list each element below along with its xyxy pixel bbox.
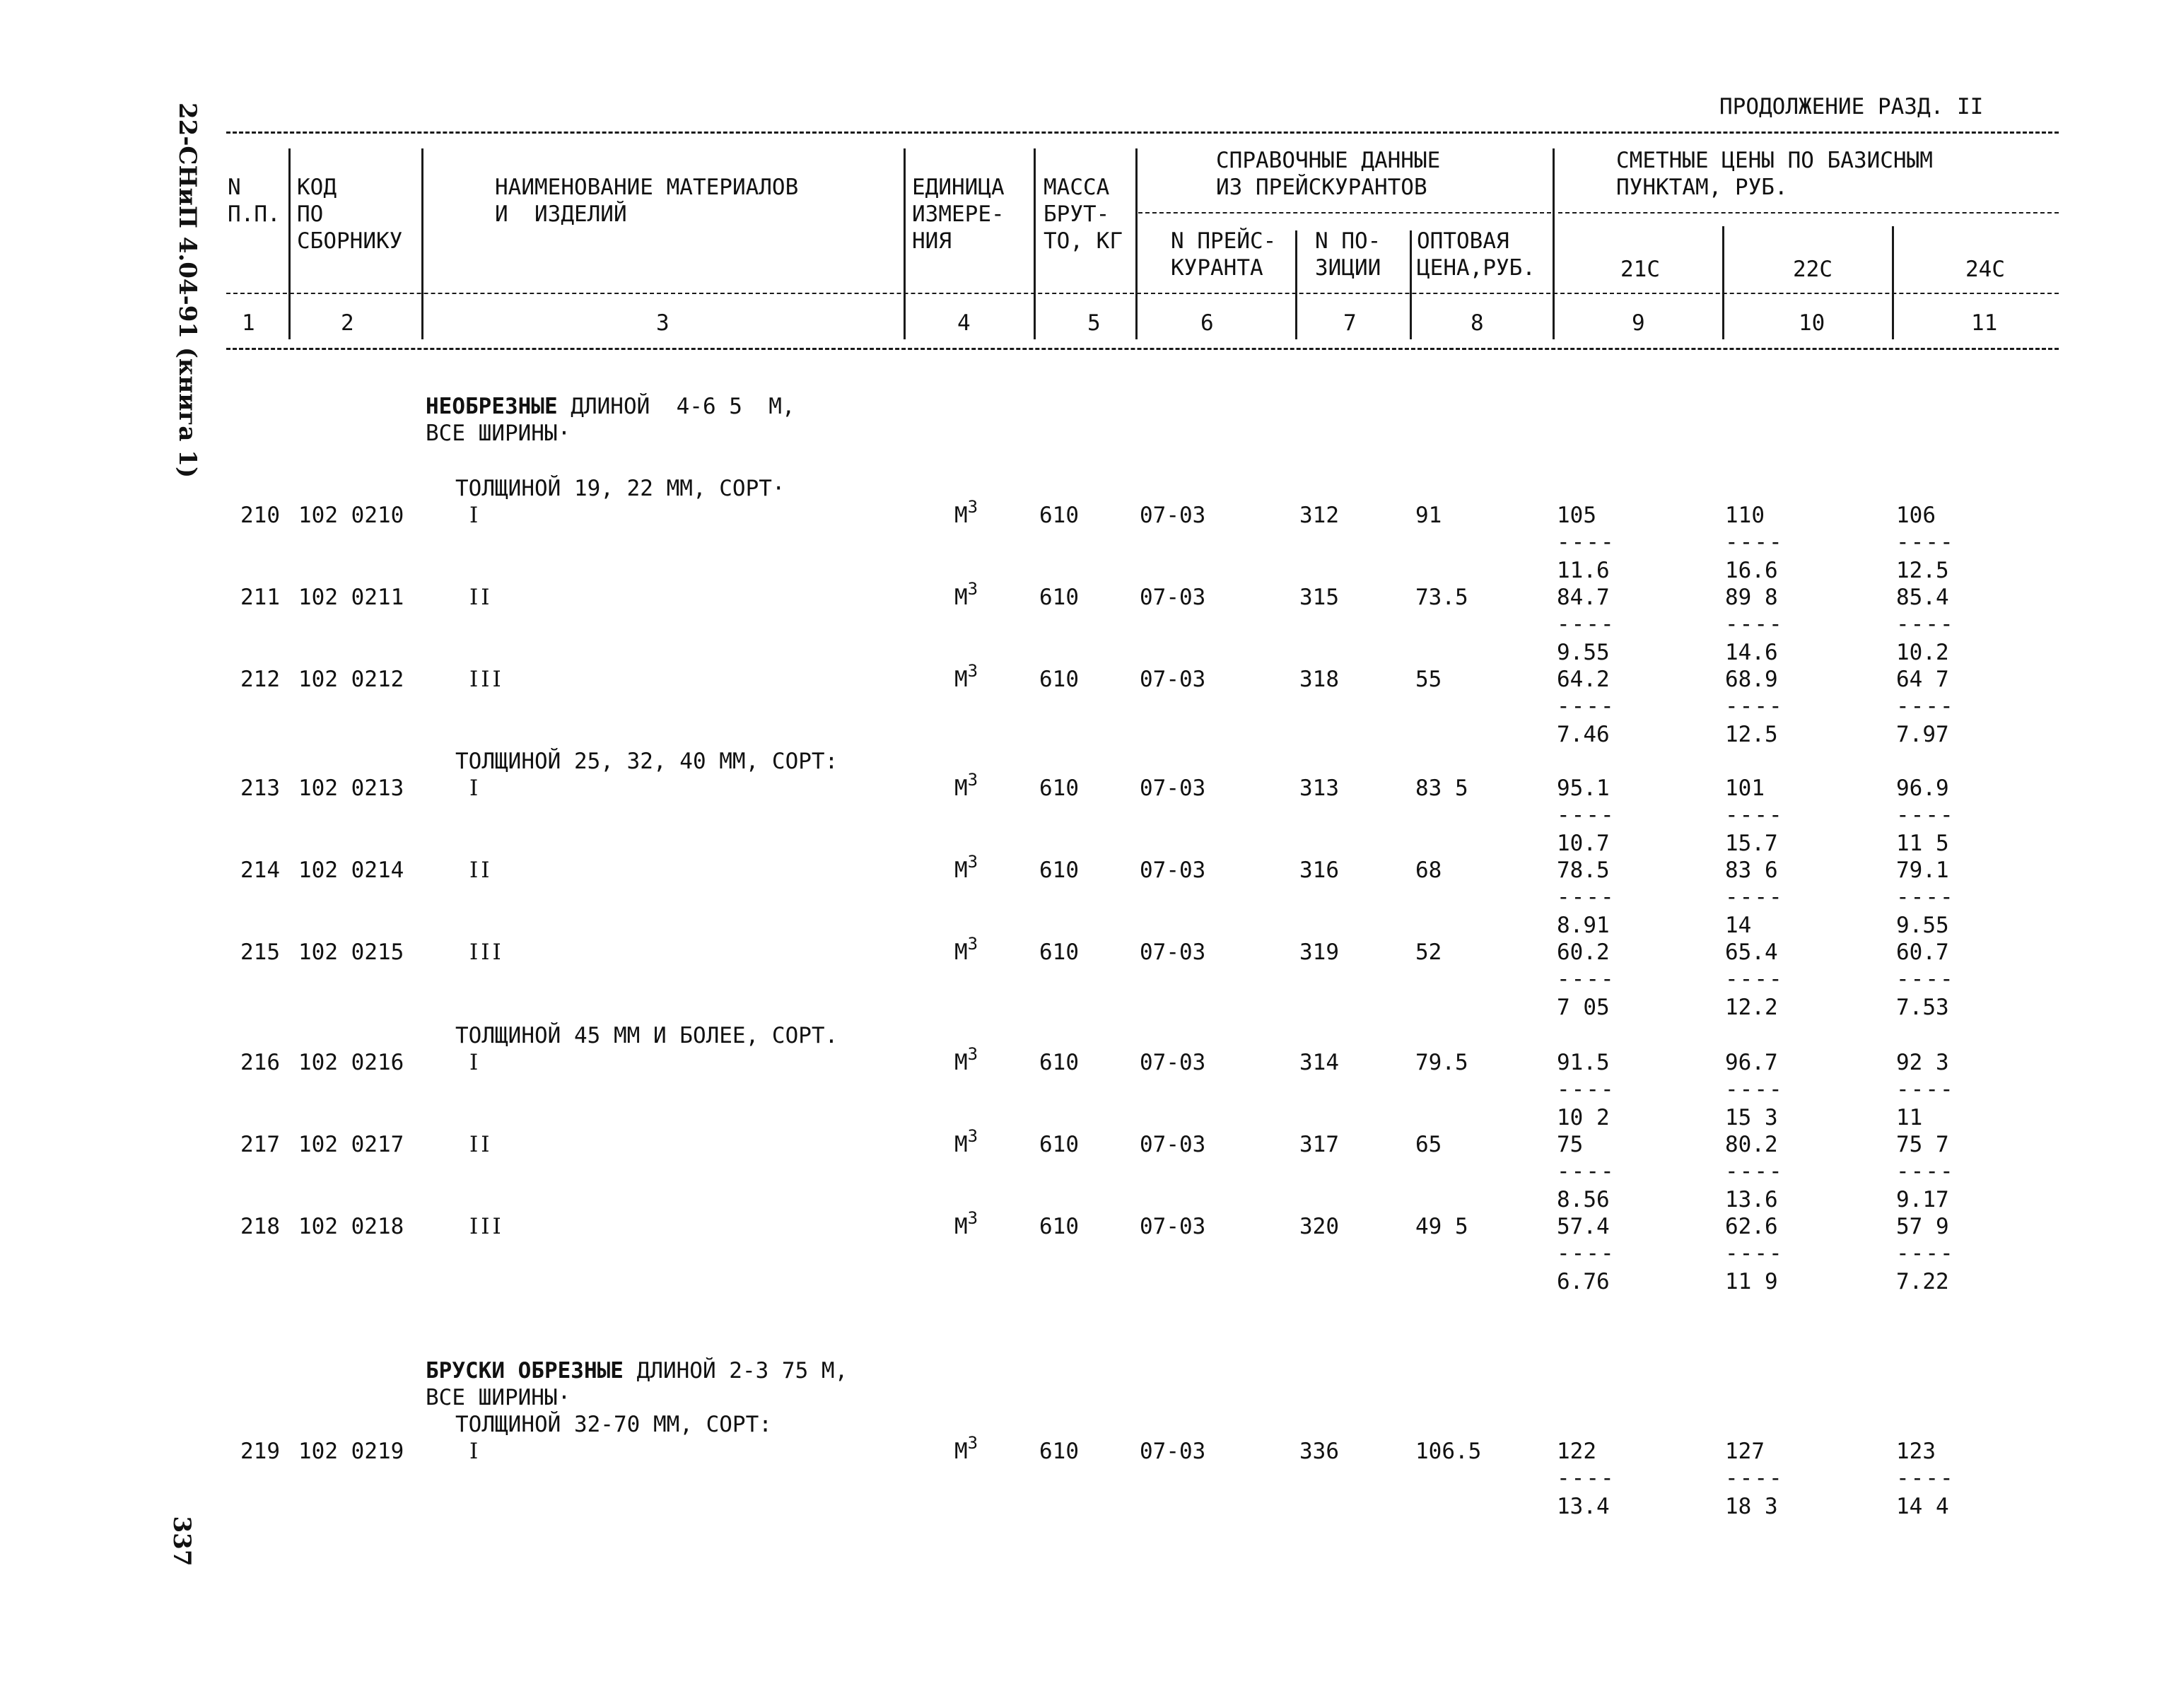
col9-fraction-line: ---- bbox=[1557, 1077, 1615, 1102]
col10-transport: 16.6 bbox=[1725, 558, 1778, 583]
col9-price: 60.2 bbox=[1557, 940, 1610, 965]
col9-price: 91.5 bbox=[1557, 1050, 1610, 1075]
row-mass: 610 bbox=[1039, 1439, 1079, 1464]
row-unit bbox=[954, 1433, 978, 1464]
col-separator bbox=[1892, 226, 1894, 339]
col10-price: 65.4 bbox=[1725, 940, 1778, 965]
row-number: 214 bbox=[240, 858, 280, 883]
section-title-bold: НЕОБРЕЗНЫЕ bbox=[426, 394, 558, 419]
subhead: ТОЛЩИНОЙ 32-70 ММ, СОРТ: bbox=[455, 1412, 772, 1437]
col-number-5: 5 bbox=[1087, 310, 1101, 336]
row-mass: 610 bbox=[1039, 585, 1079, 610]
row-price-list: 07-03 bbox=[1140, 858, 1206, 883]
col11-transport: 7.53 bbox=[1896, 995, 1949, 1020]
row-code: 102 0216 bbox=[298, 1050, 404, 1075]
col11-transport: 12.5 bbox=[1896, 558, 1949, 583]
col-number-7: 7 bbox=[1343, 310, 1357, 336]
row-number: 211 bbox=[240, 585, 280, 610]
unit-sup: 3 bbox=[967, 1126, 978, 1146]
col11-fraction-line: ---- bbox=[1896, 1159, 1955, 1184]
unit-sup: 3 bbox=[967, 770, 978, 790]
col10-transport: 12.2 bbox=[1725, 995, 1778, 1020]
row-wholesale-price: 73.5 bbox=[1415, 585, 1468, 610]
row-unit bbox=[954, 1126, 978, 1157]
col9-fraction-line: ---- bbox=[1557, 1159, 1615, 1184]
row-position: 315 bbox=[1299, 585, 1339, 610]
col2-header-line1: КОД bbox=[297, 175, 337, 200]
row-position: 319 bbox=[1299, 940, 1339, 965]
col8-header-line2: ЦЕНА,РУБ. bbox=[1417, 255, 1536, 281]
col9-price: 78.5 bbox=[1557, 858, 1610, 883]
col-separator bbox=[1410, 230, 1412, 339]
row-position: 317 bbox=[1299, 1132, 1339, 1157]
row-number: 212 bbox=[240, 667, 280, 692]
col-number-1: 1 bbox=[242, 310, 255, 336]
col-number-6: 6 bbox=[1200, 310, 1214, 336]
subhead: ТОЛЩИНОЙ 45 ММ И БОЛЕЕ, СОРТ. bbox=[455, 1023, 838, 1048]
col-number-4: 4 bbox=[957, 310, 971, 336]
col10-transport: 11 9 bbox=[1725, 1269, 1778, 1294]
unit-base: М bbox=[954, 1439, 968, 1464]
col10-fraction-line: ---- bbox=[1725, 1241, 1784, 1266]
col1-header-line2: П.П. bbox=[228, 201, 281, 227]
ref-group-header-line2: ИЗ ПРЕЙСКУРАНТОВ bbox=[1216, 175, 1427, 200]
col-separator bbox=[1034, 148, 1036, 339]
col-number-2: 2 bbox=[341, 310, 354, 336]
row-code: 102 0218 bbox=[298, 1214, 404, 1239]
price-group-header-line2: ПУНКТАМ, РУБ. bbox=[1616, 175, 1788, 200]
col9-fraction-line: ---- bbox=[1557, 966, 1615, 992]
unit-sup: 3 bbox=[967, 579, 978, 599]
unit-base: М bbox=[954, 776, 968, 801]
col11-transport: 11 bbox=[1896, 1105, 1923, 1130]
row-unit bbox=[954, 497, 978, 528]
row-unit bbox=[954, 770, 978, 801]
col-separator bbox=[1553, 148, 1555, 339]
row-price-list: 07-03 bbox=[1140, 940, 1206, 965]
col9-transport: 8.56 bbox=[1557, 1187, 1610, 1212]
unit-base: М bbox=[954, 667, 968, 692]
row-unit bbox=[954, 1208, 978, 1239]
row-price-list: 07-03 bbox=[1140, 1050, 1206, 1075]
col11-fraction-line: ---- bbox=[1896, 1466, 1955, 1491]
price-group-rule bbox=[1558, 212, 2059, 214]
section-title-bold: БРУСКИ ОБРЕЗНЫЕ bbox=[426, 1358, 624, 1384]
col-number-3: 3 bbox=[656, 310, 670, 336]
page-number: 337 bbox=[168, 1516, 196, 1567]
col10-transport: 18 3 bbox=[1725, 1494, 1778, 1519]
col3-header-line1: НАИМЕНОВАНИЕ МАТЕРИАЛОВ bbox=[495, 175, 799, 200]
ref-group-header-line1: СПРАВОЧНЫЕ ДАННЫЕ bbox=[1216, 148, 1441, 173]
row-number: 218 bbox=[240, 1214, 280, 1239]
row-number: 210 bbox=[240, 503, 280, 528]
col9-transport: 7.46 bbox=[1557, 722, 1610, 747]
row-unit bbox=[954, 852, 978, 883]
col5-header-line3: ТО, КГ bbox=[1044, 228, 1123, 254]
section-title-rest: ДЛИНОЙ 4-6 5 М, bbox=[557, 394, 795, 419]
header-bottom-rule bbox=[226, 348, 2059, 350]
unit-sup: 3 bbox=[967, 1208, 978, 1228]
unit-base: М bbox=[954, 1132, 968, 1157]
col11-price: 85.4 bbox=[1896, 585, 1949, 610]
row-number: 216 bbox=[240, 1050, 280, 1075]
col9-transport: 6.76 bbox=[1557, 1269, 1610, 1294]
col10-price: 96.7 bbox=[1725, 1050, 1778, 1075]
subhead: ТОЛЩИНОЙ 25, 32, 40 ММ, СОРТ: bbox=[455, 749, 838, 774]
col9-fraction-line: ---- bbox=[1557, 694, 1615, 719]
col11-fraction-line: ---- bbox=[1896, 884, 1955, 910]
col10-price: 83 6 bbox=[1725, 858, 1778, 883]
row-grade: III bbox=[469, 667, 504, 692]
row-price-list: 07-03 bbox=[1140, 1439, 1206, 1464]
header-top-rule bbox=[226, 131, 2059, 134]
row-mass: 610 bbox=[1039, 1050, 1079, 1075]
col10-transport: 13.6 bbox=[1725, 1187, 1778, 1212]
row-mass: 610 bbox=[1039, 940, 1079, 965]
col11-price: 92 3 bbox=[1896, 1050, 1949, 1075]
row-grade: II bbox=[469, 585, 493, 610]
row-wholesale-price: 68 bbox=[1415, 858, 1442, 883]
col10-fraction-line: ---- bbox=[1725, 530, 1784, 555]
row-unit bbox=[954, 579, 978, 610]
row-code: 102 0211 bbox=[298, 585, 404, 610]
col11-fraction-line: ---- bbox=[1896, 612, 1955, 637]
unit-base: М bbox=[954, 1050, 968, 1075]
row-code: 102 0215 bbox=[298, 940, 404, 965]
unit-sup: 3 bbox=[967, 852, 978, 872]
row-grade: I bbox=[469, 503, 481, 528]
col11-transport: 7.22 bbox=[1896, 1269, 1949, 1294]
col10-fraction-line: ---- bbox=[1725, 1466, 1784, 1491]
col4-header-line2: ИЗМЕРЕ- bbox=[912, 201, 1005, 227]
col11-transport: 14 4 bbox=[1896, 1494, 1949, 1519]
col9-price: 122 bbox=[1557, 1439, 1596, 1464]
row-wholesale-price: 52 bbox=[1415, 940, 1442, 965]
col10-fraction-line: ---- bbox=[1725, 966, 1784, 992]
row-wholesale-price: 55 bbox=[1415, 667, 1442, 692]
row-grade: III bbox=[469, 1214, 504, 1239]
col9-price: 64.2 bbox=[1557, 667, 1610, 692]
unit-base: М bbox=[954, 940, 968, 965]
col9-header: 21С bbox=[1620, 257, 1660, 282]
unit-base: М bbox=[954, 1214, 968, 1239]
unit-sup: 3 bbox=[967, 497, 978, 517]
col10-transport: 15.7 bbox=[1725, 831, 1778, 856]
col10-price: 127 bbox=[1725, 1439, 1765, 1464]
col-separator bbox=[288, 148, 291, 339]
col11-fraction-line: ---- bbox=[1896, 1241, 1955, 1266]
col11-fraction-line: ---- bbox=[1896, 1077, 1955, 1102]
col10-fraction-line: ---- bbox=[1725, 884, 1784, 910]
row-mass: 610 bbox=[1039, 1214, 1079, 1239]
col11-price: 79.1 bbox=[1896, 858, 1949, 883]
row-code: 102 0214 bbox=[298, 858, 404, 883]
col11-fraction-line: ---- bbox=[1896, 694, 1955, 719]
col9-transport: 13.4 bbox=[1557, 1494, 1610, 1519]
col10-fraction-line: ---- bbox=[1725, 694, 1784, 719]
row-position: 314 bbox=[1299, 1050, 1339, 1075]
row-mass: 610 bbox=[1039, 858, 1079, 883]
col10-transport: 14.6 bbox=[1725, 640, 1778, 665]
unit-sup: 3 bbox=[967, 661, 978, 681]
col10-price: 89 8 bbox=[1725, 585, 1778, 610]
col-separator bbox=[1722, 226, 1724, 339]
row-number: 219 bbox=[240, 1439, 280, 1464]
col5-header-line1: МАССА bbox=[1044, 175, 1110, 200]
row-code: 102 0217 bbox=[298, 1132, 404, 1157]
col9-fraction-line: ---- bbox=[1557, 530, 1615, 555]
section-title-line2: ВСЕ ШИРИНЫ· bbox=[426, 421, 571, 446]
col10-price: 68.9 bbox=[1725, 667, 1778, 692]
row-position: 316 bbox=[1299, 858, 1339, 883]
row-price-list: 07-03 bbox=[1140, 503, 1206, 528]
price-group-header-line1: СМЕТНЫЕ ЦЕНЫ ПО БАЗИСНЫМ bbox=[1616, 148, 1933, 173]
col11-transport: 10.2 bbox=[1896, 640, 1949, 665]
col11-price: 123 bbox=[1896, 1439, 1936, 1464]
row-wholesale-price: 91 bbox=[1415, 503, 1442, 528]
row-price-list: 07-03 bbox=[1140, 667, 1206, 692]
col4-header-line1: ЕДИНИЦА bbox=[912, 175, 1005, 200]
col11-price: 64 7 bbox=[1896, 667, 1949, 692]
row-mass: 610 bbox=[1039, 667, 1079, 692]
row-mass: 610 bbox=[1039, 1132, 1079, 1157]
col-number-8: 8 bbox=[1471, 310, 1484, 336]
col9-fraction-line: ---- bbox=[1557, 802, 1615, 828]
row-position: 336 bbox=[1299, 1439, 1339, 1464]
col9-fraction-line: ---- bbox=[1557, 884, 1615, 910]
row-wholesale-price: 49 5 bbox=[1415, 1214, 1468, 1239]
row-wholesale-price: 106.5 bbox=[1415, 1439, 1482, 1464]
col9-price: 105 bbox=[1557, 503, 1596, 528]
col4-header-line3: НИЯ bbox=[912, 228, 952, 254]
col-separator bbox=[904, 148, 906, 339]
col11-fraction-line: ---- bbox=[1896, 966, 1955, 992]
row-price-list: 07-03 bbox=[1140, 776, 1206, 801]
col9-price: 75 bbox=[1557, 1132, 1584, 1157]
col11-price: 75 7 bbox=[1896, 1132, 1949, 1157]
row-price-list: 07-03 bbox=[1140, 585, 1206, 610]
col10-price: 110 bbox=[1725, 503, 1765, 528]
col7-header-line1: N ПО- bbox=[1315, 228, 1381, 254]
col-number-9: 9 bbox=[1632, 310, 1645, 336]
section-title bbox=[426, 1360, 848, 1382]
col10-fraction-line: ---- bbox=[1725, 612, 1784, 637]
col9-transport: 10.7 bbox=[1557, 831, 1610, 856]
col10-fraction-line: ---- bbox=[1725, 1077, 1784, 1102]
row-price-list: 07-03 bbox=[1140, 1132, 1206, 1157]
col-separator bbox=[1295, 230, 1297, 339]
col10-price: 62.6 bbox=[1725, 1214, 1778, 1239]
col10-transport: 14 bbox=[1725, 913, 1752, 938]
col6-header-line1: N ПРЕЙС- bbox=[1171, 228, 1277, 254]
row-position: 313 bbox=[1299, 776, 1339, 801]
col5-header-line2: БРУТ- bbox=[1044, 201, 1110, 227]
col9-transport: 11.6 bbox=[1557, 558, 1610, 583]
col10-transport: 12.5 bbox=[1725, 722, 1778, 747]
header-number-rule bbox=[226, 293, 2059, 294]
col11-transport: 11 5 bbox=[1896, 831, 1949, 856]
unit-sup: 3 bbox=[967, 1433, 978, 1453]
col9-price: 57.4 bbox=[1557, 1214, 1610, 1239]
col11-price: 60.7 bbox=[1896, 940, 1949, 965]
col2-header-line2: ПО bbox=[297, 201, 324, 227]
row-number: 215 bbox=[240, 940, 280, 965]
row-position: 320 bbox=[1299, 1214, 1339, 1239]
col10-transport: 15 3 bbox=[1725, 1105, 1778, 1130]
col9-price: 84.7 bbox=[1557, 585, 1610, 610]
col9-fraction-line: ---- bbox=[1557, 1466, 1615, 1491]
col9-transport: 7 05 bbox=[1557, 995, 1610, 1020]
section-title-rest: ДЛИНОЙ 2-3 75 М, bbox=[623, 1358, 848, 1384]
col10-fraction-line: ---- bbox=[1725, 1159, 1784, 1184]
col6-header-line2: КУРАНТА bbox=[1171, 255, 1263, 281]
row-grade: III bbox=[469, 940, 504, 965]
col9-transport: 8.91 bbox=[1557, 913, 1610, 938]
side-caption: 22-СНиП 4.04-91 (книга 1) bbox=[173, 103, 201, 479]
unit-base: М bbox=[954, 585, 968, 610]
row-grade: II bbox=[469, 1132, 493, 1157]
row-code: 102 0212 bbox=[298, 667, 404, 692]
unit-base: М bbox=[954, 503, 968, 528]
col8-header-line1: ОПТОВАЯ bbox=[1417, 228, 1509, 254]
col11-transport: 9.55 bbox=[1896, 913, 1949, 938]
row-code: 102 0219 bbox=[298, 1439, 404, 1464]
col11-fraction-line: ---- bbox=[1896, 530, 1955, 555]
row-number: 217 bbox=[240, 1132, 280, 1157]
col7-header-line2: ЗИЦИИ bbox=[1315, 255, 1381, 281]
row-code: 102 0210 bbox=[298, 503, 404, 528]
row-unit bbox=[954, 1044, 978, 1075]
col2-header-line3: СБОРНИКУ bbox=[297, 228, 403, 254]
unit-base: М bbox=[954, 858, 968, 883]
row-grade: I bbox=[469, 776, 481, 801]
row-wholesale-price: 79.5 bbox=[1415, 1050, 1468, 1075]
section-title-line2: ВСЕ ШИРИНЫ· bbox=[426, 1385, 571, 1410]
col11-transport: 9.17 bbox=[1896, 1187, 1949, 1212]
continuation-title: ПРОДОЛЖЕНИЕ РАЗД. II bbox=[1719, 94, 1984, 119]
row-wholesale-price: 65 bbox=[1415, 1132, 1442, 1157]
row-position: 312 bbox=[1299, 503, 1339, 528]
row-position: 318 bbox=[1299, 667, 1339, 692]
col11-transport: 7.97 bbox=[1896, 722, 1949, 747]
col9-fraction-line: ---- bbox=[1557, 1241, 1615, 1266]
col11-price: 57 9 bbox=[1896, 1214, 1949, 1239]
col11-fraction-line: ---- bbox=[1896, 802, 1955, 828]
unit-sup: 3 bbox=[967, 1044, 978, 1064]
col-separator bbox=[421, 148, 423, 339]
col10-header: 22С bbox=[1793, 257, 1832, 282]
row-number: 213 bbox=[240, 776, 280, 801]
col11-price: 96.9 bbox=[1896, 776, 1949, 801]
row-wholesale-price: 83 5 bbox=[1415, 776, 1468, 801]
col9-transport: 10 2 bbox=[1557, 1105, 1610, 1130]
row-price-list: 07-03 bbox=[1140, 1214, 1206, 1239]
col10-price: 80.2 bbox=[1725, 1132, 1778, 1157]
col-separator bbox=[1135, 148, 1138, 339]
col11-price: 106 bbox=[1896, 503, 1936, 528]
col-number-10: 10 bbox=[1799, 310, 1825, 336]
col11-header: 24С bbox=[1965, 257, 2005, 282]
row-mass: 610 bbox=[1039, 776, 1079, 801]
col9-price: 95.1 bbox=[1557, 776, 1610, 801]
ref-group-rule bbox=[1138, 212, 1551, 214]
col9-fraction-line: ---- bbox=[1557, 612, 1615, 637]
section-title bbox=[426, 396, 795, 418]
unit-sup: 3 bbox=[967, 934, 978, 954]
row-mass: 610 bbox=[1039, 503, 1079, 528]
col10-fraction-line: ---- bbox=[1725, 802, 1784, 828]
row-unit bbox=[954, 934, 978, 965]
col3-header-line2: И ИЗДЕЛИЙ bbox=[495, 201, 627, 227]
subhead: ТОЛЩИНОЙ 19, 22 ММ, СОРТ· bbox=[455, 476, 785, 501]
col9-transport: 9.55 bbox=[1557, 640, 1610, 665]
row-grade: II bbox=[469, 858, 493, 883]
col10-price: 101 bbox=[1725, 776, 1765, 801]
row-code: 102 0213 bbox=[298, 776, 404, 801]
col1-header-line1: N bbox=[228, 175, 241, 200]
row-grade: I bbox=[469, 1050, 481, 1075]
row-unit bbox=[954, 661, 978, 692]
col-number-11: 11 bbox=[1971, 310, 1998, 336]
row-grade: I bbox=[469, 1439, 481, 1464]
